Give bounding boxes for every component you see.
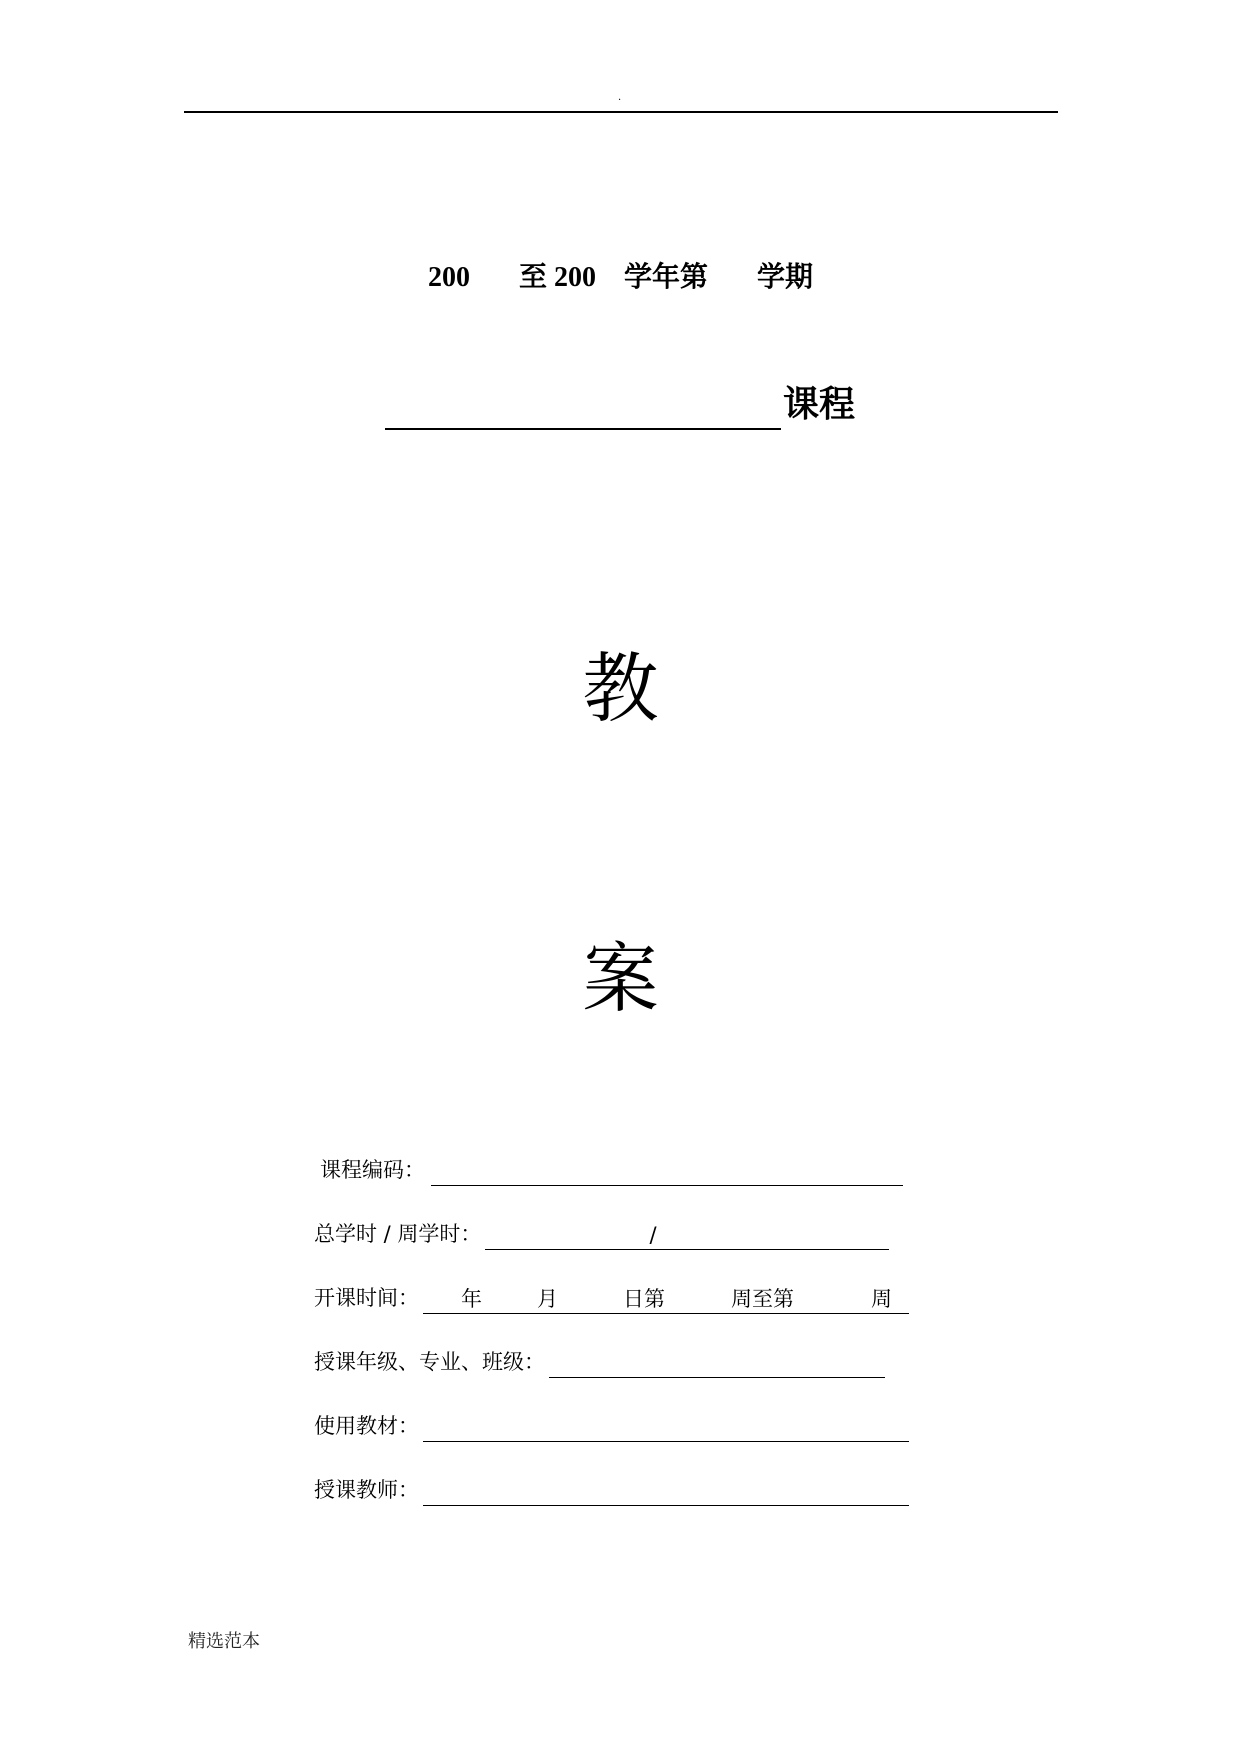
class-label: 授课年级、专业、班级： <box>314 1350 545 1374</box>
footer-text: 精选范本 <box>188 1631 260 1652</box>
hours-row <box>314 1214 889 1250</box>
hours-separator: / <box>649 1223 657 1247</box>
class-field[interactable] <box>549 1351 885 1378</box>
start-week-end-unit: 周 <box>871 1287 892 1311</box>
teacher-row <box>314 1470 909 1506</box>
course-name-line <box>385 378 855 430</box>
class-row <box>314 1342 885 1378</box>
textbook-label: 使用教材： <box>314 1414 419 1438</box>
start-year: 200 <box>427 262 470 293</box>
start-week-to-unit: 周至第 <box>731 1287 794 1311</box>
start-time-label: 开课时间： <box>314 1286 419 1310</box>
start-year-unit: 年 <box>461 1287 482 1311</box>
course-code-row <box>320 1150 903 1186</box>
start-month-unit: 月 <box>537 1287 558 1311</box>
header-rule <box>184 111 1058 113</box>
year-label: 学年第 <box>623 262 708 293</box>
hours-label: 总学时 / 周学时： <box>314 1222 482 1246</box>
teacher-label: 授课教师： <box>314 1478 419 1502</box>
start-time-row <box>314 1278 909 1314</box>
textbook-row <box>314 1406 909 1442</box>
title-char-2: 案 <box>582 934 659 1023</box>
course-code-label: 课程编码： <box>320 1158 425 1182</box>
academic-term-line <box>0 258 1241 298</box>
start-time-field[interactable] <box>423 1287 909 1314</box>
hours-field[interactable] <box>485 1223 889 1250</box>
course-code-field[interactable] <box>431 1159 903 1186</box>
header-mark: . <box>618 92 622 103</box>
term-label: 学期 <box>757 262 814 293</box>
start-day-week-unit: 日第 <box>623 1287 665 1311</box>
course-suffix: 课程 <box>783 384 856 424</box>
textbook-field[interactable] <box>423 1415 909 1442</box>
course-name-blank[interactable] <box>385 386 781 430</box>
end-year: 200 <box>553 262 596 293</box>
teacher-field[interactable] <box>423 1479 909 1506</box>
title-char-1: 教 <box>582 644 659 733</box>
to-label: 至 <box>518 262 547 293</box>
